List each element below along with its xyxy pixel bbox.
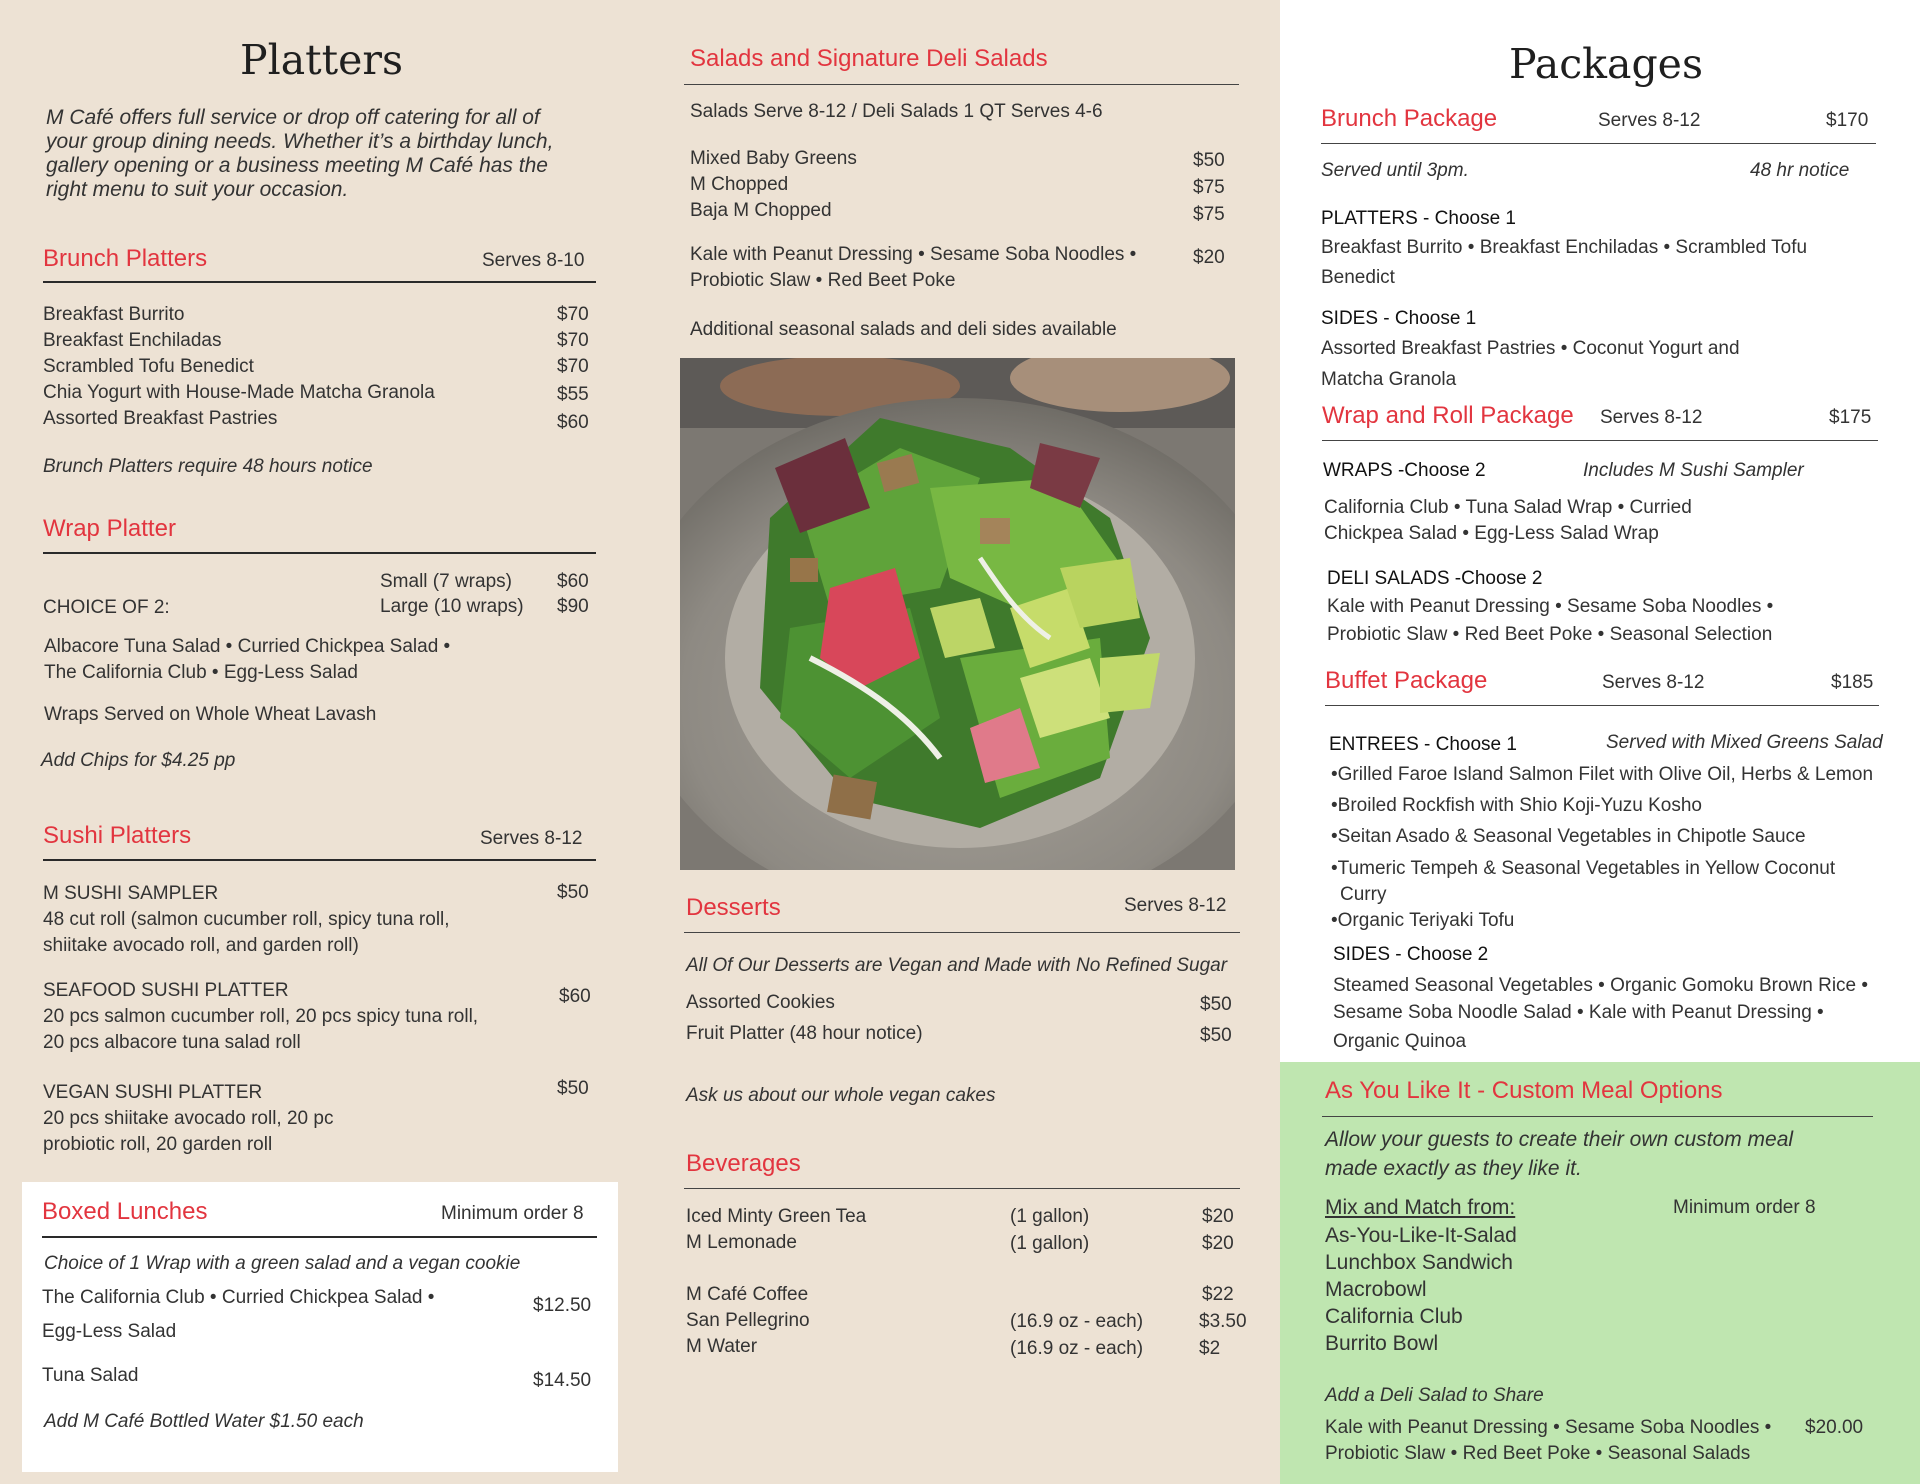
boxed-note: Choice of 1 Wrap with a green salad and a vegan cookie [44, 1253, 521, 1274]
deli-salads-price: $20 [1193, 247, 1225, 268]
package-options-line: Organic Quinoa [1333, 1031, 1467, 1052]
boxed-lunches-heading: Boxed Lunches [42, 1198, 208, 1225]
wrap-package-heading: Wrap and Roll Package [1322, 402, 1574, 429]
beverage-size: (16.9 oz - each) [1010, 1338, 1144, 1359]
custom-minimum: Minimum order 8 [1673, 1197, 1816, 1218]
includes-sampler-note: Includes M Sushi Sampler [1583, 460, 1804, 481]
sushi-item-name: M SUSHI SAMPLER [43, 883, 219, 904]
sushi-item-price: $60 [559, 986, 591, 1007]
menu-item-price: $70 [557, 330, 589, 351]
menu-item-price: $70 [557, 304, 589, 325]
salad-item-name: Mixed Baby Greens [690, 148, 857, 169]
sushi-item-price: $50 [557, 882, 589, 903]
beverage-price: $20 [1202, 1206, 1234, 1227]
custom-option: Burrito Bowl [1325, 1332, 1439, 1355]
custom-option: Lunchbox Sandwich [1325, 1251, 1513, 1274]
salad-item-name: Baja M Chopped [690, 200, 832, 221]
package-options-line: Assorted Breakfast Pastries • Coconut Yogurt and [1321, 338, 1740, 359]
salad-item-price: $50 [1193, 150, 1225, 171]
buffet-package-heading: Buffet Package [1325, 667, 1488, 694]
brunch-package-heading: Brunch Package [1321, 105, 1498, 132]
mix-and-match-label: Mix and Match from: [1325, 1196, 1516, 1219]
salads-serves: Salads Serve 8-12 / Deli Salads 1 QT Serves 4-6 [690, 101, 1103, 122]
additional-salads-note: Additional seasonal salads and deli sides available [690, 319, 1117, 340]
package-options-line: Sesame Soba Noodle Salad • Kale with Peanut Dressing • [1333, 1002, 1824, 1023]
deli-salads-line: Kale with Peanut Dressing • Sesame Soba Noodles • [690, 244, 1137, 265]
custom-option: California Club [1325, 1305, 1463, 1328]
package-options-line: Benedict [1321, 267, 1395, 288]
package-sub-label: SIDES - Choose 1 [1321, 308, 1477, 329]
wrap-choice-label: CHOICE OF 2: [43, 597, 170, 618]
notice-note: 48 hr notice [1750, 160, 1850, 181]
sushi-item-name: SEAFOOD SUSHI PLATTER [43, 980, 289, 1001]
wrap-large-price: $90 [557, 596, 589, 617]
menu-item-price: $60 [557, 412, 589, 433]
beverage-size: (1 gallon) [1010, 1233, 1090, 1254]
brunch-platters-heading: Brunch Platters [43, 245, 208, 272]
package-options-line: Kale with Peanut Dressing • Sesame Soba Noodles • [1327, 596, 1774, 617]
entree-item: •Organic Teriyaki Tofu [1331, 910, 1515, 931]
beverage-size: (16.9 oz - each) [1010, 1311, 1144, 1332]
boxed-item-line: Tuna Salad [42, 1365, 139, 1386]
beverage-price: $20 [1202, 1233, 1234, 1254]
beverage-price: $2 [1199, 1338, 1221, 1359]
brunch-package-price: $170 [1826, 110, 1869, 131]
wrap-platter-heading: Wrap Platter [43, 515, 176, 542]
divider [684, 1188, 1240, 1189]
divider [43, 859, 596, 861]
divider [1325, 705, 1879, 706]
deli-share-note: Add a Deli Salad to Share [1325, 1385, 1544, 1406]
entree-item: Curry [1340, 884, 1387, 905]
salad-item-price: $75 [1193, 177, 1225, 198]
platters-title: Platters [240, 36, 403, 84]
boxed-item-price: $14.50 [533, 1370, 592, 1391]
salad-photo [680, 358, 1235, 870]
custom-meal-heading: As You Like It - Custom Meal Options [1325, 1077, 1723, 1104]
served-with-note: Served with Mixed Greens Salad [1606, 732, 1883, 753]
custom-option: Macrobowl [1325, 1278, 1427, 1301]
dessert-item-name: Fruit Platter (48 hour notice) [686, 1023, 923, 1044]
desserts-serves: Serves 8-12 [1124, 895, 1227, 916]
custom-deli-line: Kale with Peanut Dressing • Sesame Soba Noodles • [1325, 1417, 1772, 1438]
menu-item-price: $70 [557, 356, 589, 377]
package-options-line: California Club • Tuna Salad Wrap • Curried [1324, 497, 1692, 518]
menu-item-name: Chia Yogurt with House-Made Matcha Granola [43, 382, 435, 403]
desserts-heading: Desserts [686, 894, 781, 921]
package-sub-label: PLATTERS - Choose 1 [1321, 208, 1517, 229]
divider [1321, 143, 1876, 144]
buffet-package-price: $185 [1831, 672, 1874, 693]
menu-item-name: Breakfast Burrito [43, 304, 185, 325]
beverage-name: M Lemonade [686, 1232, 797, 1253]
served-until-note: Served until 3pm. [1321, 160, 1469, 181]
menu-item-price: $55 [557, 384, 589, 405]
divider [43, 552, 596, 554]
package-sub-label: WRAPS -Choose 2 [1323, 460, 1486, 481]
custom-intro-line: Allow your guests to create their own custom meal [1325, 1128, 1794, 1151]
sushi-platters-heading: Sushi Platters [43, 822, 192, 849]
wrap-small-label: Small (7 wraps) [380, 571, 512, 592]
sushi-item-desc: 20 pcs shiitake avocado roll, 20 pc [43, 1108, 334, 1129]
dessert-item-name: Assorted Cookies [686, 992, 835, 1013]
sushi-item-desc: probiotic roll, 20 garden roll [43, 1134, 273, 1155]
sushi-item-desc: shiitake avocado roll, and garden roll) [43, 935, 359, 956]
custom-deli-price: $20.00 [1805, 1417, 1864, 1438]
package-sub-label: SIDES - Choose 2 [1333, 944, 1489, 965]
custom-option: As-You-Like-It-Salad [1325, 1224, 1517, 1247]
wrap-package-serves: Serves 8-12 [1600, 407, 1703, 428]
package-options-line: Chickpea Salad • Egg-Less Salad Wrap [1324, 523, 1659, 544]
boxed-minimum: Minimum order 8 [441, 1203, 584, 1224]
package-options-line: Breakfast Burrito • Breakfast Enchiladas • Scrambled Tofu [1321, 237, 1808, 258]
boxed-item-price: $12.50 [533, 1295, 592, 1316]
package-options-line: Probiotic Slaw • Red Beet Poke • Seasonal Selection [1327, 624, 1773, 645]
divider [43, 281, 596, 283]
divider [1322, 1116, 1873, 1117]
boxed-item-line: The California Club • Curried Chickpea Salad • [42, 1287, 435, 1308]
menu-item-name: Scrambled Tofu Benedict [43, 356, 254, 377]
chips-note: Add Chips for $4.25 pp [41, 750, 236, 771]
dessert-item-price: $50 [1200, 994, 1232, 1015]
package-options-line: Steamed Seasonal Vegetables • Organic Gomoku Brown Rice • [1333, 975, 1869, 996]
packages-title: Packages [1509, 40, 1703, 88]
brunch-package-serves: Serves 8-12 [1598, 110, 1701, 131]
salads-heading: Salads and Signature Deli Salads [690, 45, 1048, 72]
salad-item-name: M Chopped [690, 174, 789, 195]
entree-item: •Seitan Asado & Seasonal Vegetables in Chipotle Sauce [1331, 826, 1806, 847]
package-sub-label: DELI SALADS -Choose 2 [1327, 568, 1543, 589]
beverages-heading: Beverages [686, 1150, 801, 1177]
desserts-note: All Of Our Desserts are Vegan and Made with No Refined Sugar [686, 955, 1228, 976]
wrap-package-price: $175 [1829, 407, 1872, 428]
custom-intro-line: made exactly as they like it. [1325, 1157, 1582, 1180]
beverage-size: (1 gallon) [1010, 1206, 1090, 1227]
package-options-line: Matcha Granola [1321, 369, 1457, 390]
divider [42, 1236, 597, 1238]
divider [1322, 440, 1878, 441]
sushi-item-price: $50 [557, 1078, 589, 1099]
divider [684, 84, 1239, 85]
sushi-serves: Serves 8-12 [480, 828, 583, 849]
beverage-name: San Pellegrino [686, 1310, 810, 1331]
sushi-item-desc: 20 pcs albacore tuna salad roll [43, 1032, 301, 1053]
entree-item: •Grilled Faroe Island Salmon Filet with Olive Oil, Herbs & Lemon [1331, 764, 1874, 785]
beverage-price: $22 [1202, 1284, 1234, 1305]
wrap-small-price: $60 [557, 571, 589, 592]
wrap-options-line: Albacore Tuna Salad • Curried Chickpea Salad • [44, 636, 451, 657]
beverage-name: M Café Coffee [686, 1284, 809, 1305]
custom-deli-line: Probiotic Slaw • Red Beet Poke • Seasonal Salads [1325, 1443, 1751, 1464]
buffet-package-serves: Serves 8-12 [1602, 672, 1705, 693]
beverage-name: M Water [686, 1336, 758, 1357]
menu-item-name: Assorted Breakfast Pastries [43, 408, 278, 429]
dessert-item-price: $50 [1200, 1025, 1232, 1046]
brunch-notice: Brunch Platters require 48 hours notice [43, 456, 373, 477]
sushi-item-desc: 48 cut roll (salmon cucumber roll, spicy tuna roll, [43, 909, 450, 930]
package-sub-label: ENTREES - Choose 1 [1329, 734, 1517, 755]
wrap-served-note: Wraps Served on Whole Wheat Lavash [44, 704, 377, 725]
bottled-water-note: Add M Café Bottled Water $1.50 each [44, 1411, 364, 1432]
wrap-options-line: The California Club • Egg-Less Salad [44, 662, 358, 683]
brunch-platters-serves: Serves 8-10 [482, 250, 585, 271]
boxed-item-line: Egg-Less Salad [42, 1321, 177, 1342]
wrap-large-label: Large (10 wraps) [380, 596, 524, 617]
divider [684, 932, 1240, 933]
sushi-item-name: VEGAN SUSHI PLATTER [43, 1082, 263, 1103]
vegan-cakes-note: Ask us about our whole vegan cakes [686, 1085, 996, 1106]
entree-item: •Tumeric Tempeh & Seasonal Vegetables in Yellow Coconut [1331, 858, 1836, 879]
beverage-name: Iced Minty Green Tea [686, 1206, 867, 1227]
entree-item: •Broiled Rockfish with Shio Koji-Yuzu Kosho [1331, 795, 1703, 816]
beverage-price: $3.50 [1199, 1311, 1247, 1332]
deli-salads-line: Probiotic Slaw • Red Beet Poke [690, 270, 956, 291]
sushi-item-desc: 20 pcs salmon cucumber roll, 20 pcs spicy tuna roll, [43, 1006, 479, 1027]
menu-item-name: Breakfast Enchiladas [43, 330, 222, 351]
platters-intro: M Café offers full service or drop off catering for all of your group dining needs. Whether it’s a birthday lunch, gallery opening or a business meeting M Café has the right menu to suit your occasion. [46, 106, 554, 201]
salad-item-price: $75 [1193, 204, 1225, 225]
